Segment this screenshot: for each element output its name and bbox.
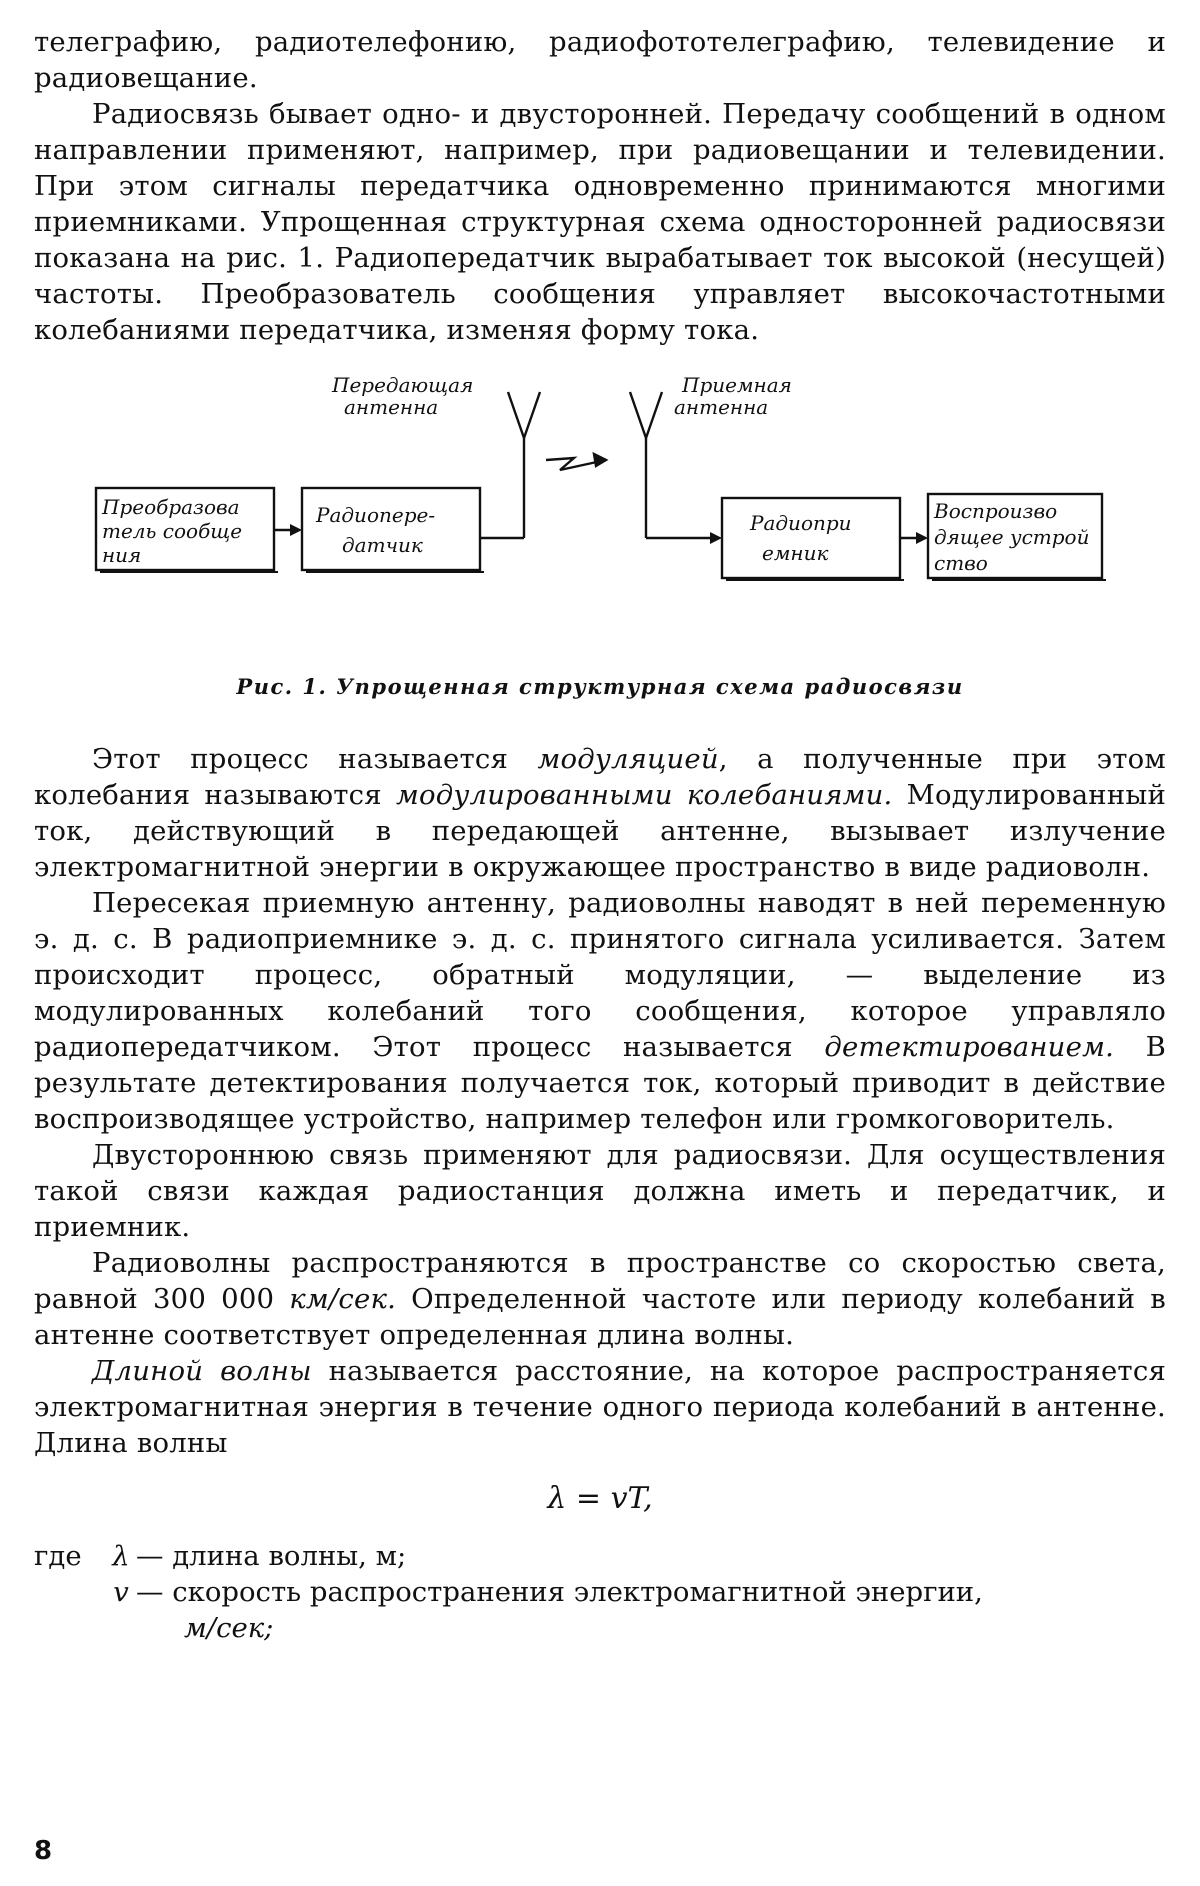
paragraph-1: телеграфию, радиотелефонию, радиофототелеграфию, телевидение и радиовещание. (34, 26, 1166, 94)
transmitter-label-1: Радиопере- (316, 503, 436, 527)
receiver-label-1: Радиопри (750, 511, 852, 535)
paragraph-7 (34, 1353, 1166, 1461)
paragraph-3 (34, 741, 1166, 885)
figure-1 (34, 370, 1166, 670)
rx-feed-arrow-icon (646, 532, 722, 544)
p6-text-c: Определенной частоте или периоду колебаний в антенне соответствует определенная длина волны. (34, 1283, 1166, 1351)
converter-box (96, 488, 278, 572)
definition-v (34, 1574, 1166, 1610)
p7-text-b: называется расстояние, на которое распространяется электромагнитная энергия в течение одного периода колебаний в антенне. Длина волны (34, 1355, 1166, 1459)
paragraph-4 (34, 885, 1166, 1137)
arrow-icon (274, 524, 302, 536)
p4-text-a: Пересекая приемную антенну, радиоволны наводят в ней переменную э. д. с. В радиоприемнике э. д. с. принятого сигнала усиливается. Затем происходит процесс, обратный модуляции, — выделение из модулированных колебаний того сообщения, которое управляло радиопередатчиком. Этот процесс называется (34, 887, 1166, 1063)
p3-text-a: Этот процесс называется (92, 743, 538, 775)
term-modulated-oscillations: модулированными колебаниями. (396, 779, 893, 811)
reproducer-box (928, 494, 1106, 580)
page-content (34, 24, 1166, 1646)
lambda-symbol: λ (112, 1540, 130, 1572)
rx-antenna-label-line2: антенна (674, 395, 769, 419)
term-modulation: модуляцией (537, 743, 719, 775)
radio-wave-arrow-icon (546, 454, 606, 470)
p4-text-c: В результате детектирования получается ток, который приводит в действие воспроизводящее устройство, например телефон или громкоговоритель. (34, 1031, 1167, 1135)
reproducer-label-2: дящее устрой (934, 525, 1090, 549)
tx-antenna-label-line2: антенна (344, 395, 439, 419)
transmitter-box (302, 488, 484, 572)
converter-label-1: Преобразова (102, 495, 240, 519)
page-number: 8 (34, 1836, 53, 1866)
definition-lambda (34, 1538, 1166, 1574)
definitions-list (34, 1538, 1166, 1646)
rx-antenna-label-line1: Приемная (682, 373, 792, 397)
paragraph-6 (34, 1245, 1166, 1353)
tx-antenna-label-line1: Передающая (332, 373, 474, 397)
v-unit: м/сек; (184, 1612, 274, 1644)
reproducer-label-3: ство (934, 551, 988, 575)
block-diagram (34, 370, 1166, 670)
v-definition: — скорость распространения электромагнитной энергии, (136, 1576, 983, 1608)
lambda-definition: — длина волны, м; (136, 1540, 407, 1572)
rx-antenna-icon (630, 392, 662, 538)
converter-label-2: тель сообще (102, 519, 243, 543)
p3-text-e: Модулированный ток, действующий в передающей антенне, вызывает излучение электромагнитной энергии в окружающее пространство в виде радиоволн. (34, 779, 1166, 883)
reproducer-label-1: Воспроизво (934, 499, 1058, 523)
v-symbol: v (113, 1576, 129, 1608)
arrow-icon (900, 532, 928, 544)
term-wavelength: Длиной волны (92, 1355, 312, 1387)
term-detection: детектированием. (824, 1031, 1115, 1063)
unit-km-per-sec: км/сек. (289, 1283, 397, 1315)
definition-lead: где (34, 1540, 82, 1572)
paragraph-5: Двустороннюю связь применяют для радиосвязи. Для осуществления такой связи каждая радиостанция должна иметь и передатчик, и приемник. (34, 1139, 1166, 1243)
figure-caption: Рис. 1. Упрощенная структурная схема радиосвязи (236, 674, 964, 699)
tx-antenna-icon (508, 392, 540, 538)
wavelength-formula: λ = vT, (547, 1481, 653, 1516)
converter-label-3: ния (102, 543, 142, 567)
receiver-box (722, 498, 904, 580)
receiver-label-2: емник (762, 541, 829, 565)
transmitter-label-2: датчик (342, 533, 423, 557)
p6-text-a: Радиоволны распространяются в пространстве со скоростью света, равной 300 000 (34, 1247, 1166, 1315)
p3-text-c: , а полученные при этом колебания называются (34, 743, 1166, 811)
paragraph-2: Радиосвязь бывает одно- и двусторонней. Передачу сообщений в одном направлении применяют, например, при радиовещании и телевидении. При этом сигналы передатчика одновременно принимаются многими приемниками. Упрощенная структурная схема односторонней радиосвязи показана на рис. 1. Радиопередатчик вырабатывает ток высокой (несущей) частоты. Преобразователь сообщения управляет высокочастотными колебаниями передатчика, изменяя форму тока. (34, 98, 1166, 346)
